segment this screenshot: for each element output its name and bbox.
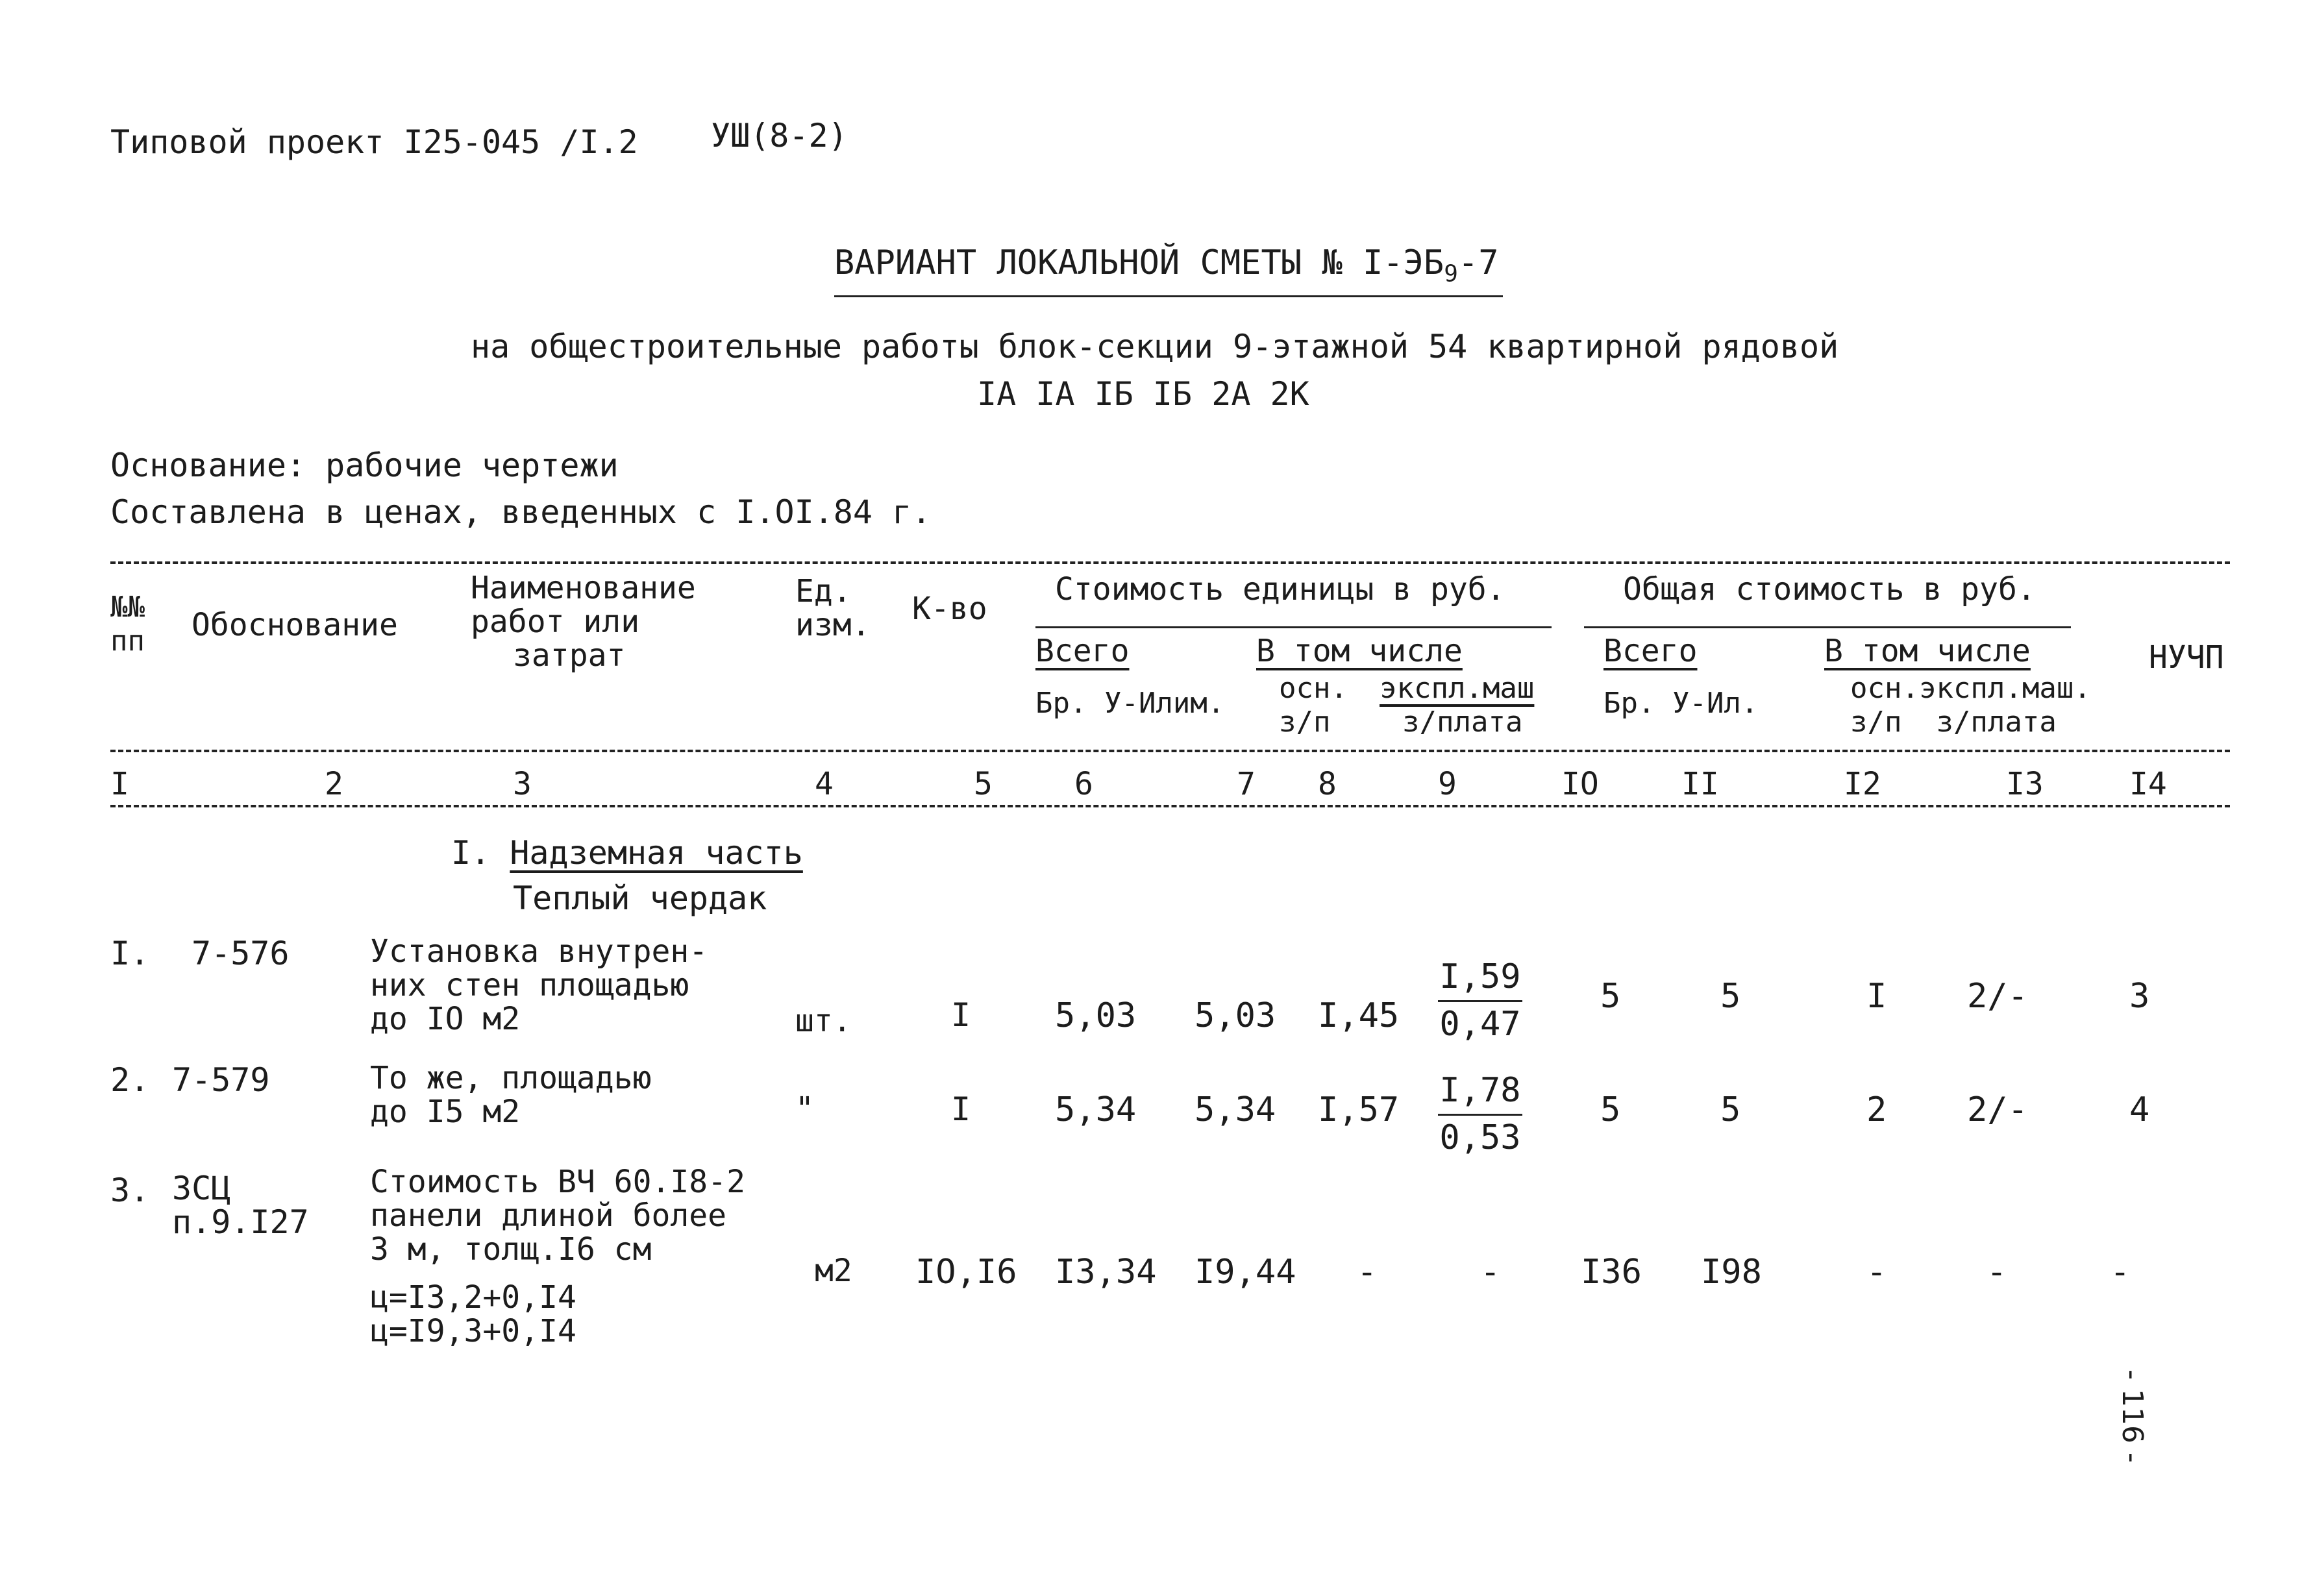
- project-reference: Типовой проект I25-045 /I.2: [110, 123, 638, 161]
- prices-line: Составлена в ценах, введенных с I.OI.84 г.: [110, 493, 932, 531]
- row-nuchp: 3: [2129, 977, 2150, 1016]
- row-br: I3,34: [1055, 1253, 1157, 1292]
- row-name-line: ц=I3,2+0,I4: [370, 1279, 576, 1316]
- column-number: I4: [2129, 766, 2167, 802]
- column-number: II: [1681, 766, 1719, 802]
- header-unit-line-2: изм.: [795, 607, 871, 643]
- title-suffix: -7: [1457, 243, 1499, 282]
- row-u-ilim: I9,44: [1195, 1253, 1296, 1292]
- row-name: [370, 935, 708, 1036]
- row-br: 5,34: [1055, 1090, 1137, 1129]
- row-ekspl: -: [1480, 1253, 1501, 1292]
- row-ekspl-top: I,78: [1439, 1071, 1521, 1110]
- column-number: 8: [1318, 766, 1337, 802]
- row-unit: шт.: [795, 1003, 852, 1039]
- row-basis: 7-579: [172, 1061, 270, 1099]
- title-underline: [834, 295, 1503, 297]
- row-name-line: до IO м2: [370, 1001, 521, 1037]
- row-u-ilim: 5,03: [1195, 996, 1276, 1035]
- row-basis: [172, 1172, 309, 1239]
- row-qty: I: [951, 996, 971, 1034]
- row-total-br: I36: [1581, 1253, 1642, 1292]
- row-name-line: То же, площадью: [370, 1060, 652, 1096]
- table-header-rule: [110, 750, 2230, 752]
- header-unit-cost-rule: [1035, 626, 1552, 628]
- row-name-line: Установка внутрен-: [370, 933, 708, 970]
- header-unit-cost: Стоимость единицы в руб.: [1055, 571, 1505, 608]
- section-title: Надземная часть: [510, 834, 803, 872]
- header-num-line-1: №№: [110, 591, 145, 624]
- header-total-zp-zplata: з/п з/плата: [1850, 706, 2057, 739]
- section-number: I.: [451, 834, 491, 872]
- row-basis-line: п.9.I27: [172, 1203, 309, 1241]
- header-total-vsego: Всего: [1603, 633, 1698, 669]
- row-ekspl-top: I,59: [1439, 957, 1521, 996]
- row-total-br: 5: [1600, 977, 1621, 1016]
- header-total-osn-ekspl-mash: осн.экспл.маш.: [1850, 672, 2091, 705]
- header-name-line-3: затрат: [513, 637, 626, 674]
- subtitle-line-2: IA IA IБ IБ 2A 2К: [977, 375, 1309, 413]
- header-ekspl-zplata: з/плата: [1402, 706, 1523, 739]
- column-number-rule: [110, 805, 2230, 807]
- column-number: I2: [1844, 766, 1881, 802]
- subtitle-line-1: на общестроительные работы блок-секции 9-этажной 54 квартирной рядовой: [471, 328, 1839, 365]
- header-num-line-2: пп: [110, 624, 145, 657]
- header-total-vtom: В том числе: [1824, 633, 2031, 669]
- row-total-osn: -: [1866, 1253, 1887, 1292]
- column-number: I3: [2006, 766, 2044, 802]
- row-total-ekspl: -: [1987, 1253, 2007, 1292]
- header-unit-line-1: Ед.: [795, 573, 852, 609]
- row-name-line: Стоимость ВЧ 60.I8-2: [370, 1164, 745, 1200]
- row-ekspl-bottom: 0,47: [1439, 1005, 1521, 1044]
- column-number: 3: [513, 766, 532, 802]
- row-total-ekspl: 2/-: [1967, 977, 2028, 1016]
- row-total-u-il: I98: [1701, 1253, 1762, 1292]
- row-total-u-il: 5: [1720, 977, 1741, 1016]
- row-name-line: ц=I9,3+0,I4: [370, 1313, 576, 1349]
- row-br: 5,03: [1055, 996, 1137, 1035]
- row-total-br: 5: [1600, 1090, 1621, 1129]
- row-number: 3.: [110, 1172, 150, 1209]
- header-qty: К-во: [912, 591, 987, 627]
- row-osn-zp: I,57: [1318, 1090, 1400, 1129]
- row-osn-zp: -: [1357, 1253, 1378, 1292]
- header-unit-vtom: В том числе: [1256, 633, 1463, 669]
- row-name: [370, 1165, 745, 1348]
- row-total-u-il: 5: [1720, 1090, 1741, 1129]
- header-total-osn-ekspl: [1824, 672, 2091, 739]
- row-unit: ": [795, 1090, 814, 1127]
- sheet-reference: УШ(8-2): [711, 117, 848, 154]
- row-osn-zp: I,45: [1318, 996, 1400, 1035]
- header-br-u-ilim: Бр. У-Илим.: [1035, 687, 1225, 720]
- row-nuchp: 4: [2129, 1090, 2150, 1129]
- row-name-line: до I5 м2: [370, 1094, 521, 1130]
- header-total-cost: Общая стоимость в руб.: [1623, 571, 2036, 608]
- column-number: I: [110, 766, 129, 802]
- row-basis: 7-576: [192, 935, 290, 972]
- column-number: 6: [1074, 766, 1093, 802]
- title-prefix: ВАРИАНТ ЛОКАЛЬНОЙ СМЕТЫ № I-ЭБ: [834, 243, 1444, 282]
- column-number: IO: [1561, 766, 1599, 802]
- fraction-bar: [1438, 1000, 1522, 1002]
- header-ekspl: [1380, 672, 1534, 739]
- header-num: [110, 591, 145, 658]
- column-number: 9: [1438, 766, 1457, 802]
- row-unit: м2: [815, 1253, 852, 1289]
- section-heading: [451, 834, 803, 872]
- header-total-cost-rule: [1584, 626, 2071, 628]
- row-total-osn: I: [1866, 977, 1887, 1016]
- row-total-ekspl: 2/-: [1967, 1090, 2028, 1129]
- row-name-line: 3 м, толщ.I6 см: [370, 1231, 652, 1268]
- row-u-ilim: 5,34: [1195, 1090, 1276, 1129]
- column-number: 7: [1237, 766, 1256, 802]
- header-name-line-2: работ или: [471, 604, 640, 640]
- section-subtitle: Теплый чердак: [513, 879, 767, 917]
- row-ekspl-bottom: 0,53: [1439, 1118, 1521, 1157]
- header-ekspl-mash: экспл.маш: [1380, 672, 1535, 705]
- column-number: 4: [815, 766, 834, 802]
- row-number: I.: [110, 935, 150, 972]
- column-number: 2: [325, 766, 343, 802]
- header-osn-zp: [1279, 672, 1348, 739]
- header-unit: [795, 574, 871, 642]
- column-number: 5: [974, 766, 993, 802]
- row-ekspl-fraction: [1438, 1071, 1522, 1157]
- basis-line: Основание: рабочие чертежи: [110, 447, 619, 484]
- table-top-rule: [110, 561, 2230, 564]
- row-name: [370, 1061, 651, 1129]
- row-ekspl-fraction: [1438, 957, 1522, 1044]
- row-total-osn: 2: [1866, 1090, 1887, 1129]
- header-name: [471, 571, 696, 672]
- header-name-line-1: Наименование: [471, 570, 696, 606]
- row-nuchp: -: [2110, 1253, 2131, 1292]
- header-unit-vsego: Всего: [1035, 633, 1130, 669]
- page-number: - 116 -: [2116, 1369, 2149, 1463]
- row-number: 2.: [110, 1061, 150, 1099]
- row-qty: IO,I6: [915, 1253, 1017, 1292]
- header-zp: з/п: [1279, 706, 1331, 739]
- document-title: [834, 243, 1499, 287]
- header-osn: осн.: [1279, 672, 1348, 705]
- row-qty: I: [951, 1090, 971, 1128]
- row-name-line: панели длиной более: [370, 1197, 727, 1234]
- row-basis-line: ЗСЦ: [172, 1170, 231, 1207]
- header-nuchp: НУЧП: [2149, 639, 2224, 676]
- title-subscript: 9: [1444, 260, 1458, 288]
- row-name-line: них стен площадью: [370, 967, 689, 1003]
- fraction-bar: [1438, 1114, 1522, 1116]
- header-br-u-il: Бр. У-Ил.: [1603, 687, 1759, 720]
- header-basis: Обоснование: [192, 607, 398, 643]
